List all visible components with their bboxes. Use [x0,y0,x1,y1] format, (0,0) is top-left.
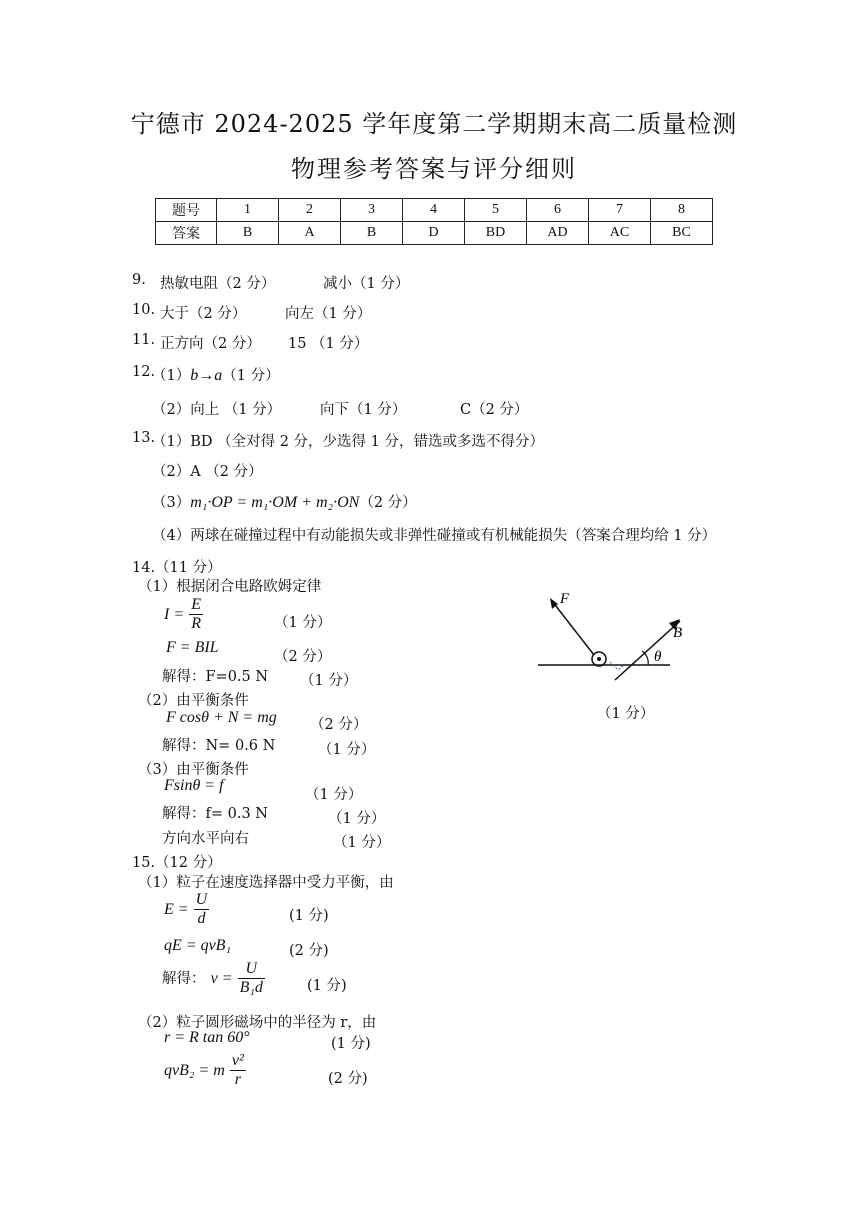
q9-answer-a: 热敏电阻（2 分） [160,276,276,292]
label-theta: θ [654,649,662,665]
q14-eq1-denominator: R [191,615,201,632]
table-cell: 3 [341,199,403,222]
q13-part3 [152,491,417,512]
q15-solution-lhs: v = [210,970,233,987]
table-cell: 1 [217,199,279,222]
q14-solution1-score: （1 分） [300,673,358,689]
q15-eq3: r = R tan 60° [164,1029,250,1046]
answer-table [155,198,713,245]
q12-part1 [152,364,280,385]
q13-part1: （1）BD （全对得 2 分，少选得 1 分，错选或多选不得分） [152,434,545,450]
q14-eq1-lhs: I = [164,606,185,623]
q14-solution3-score: （1 分） [328,811,386,827]
q11-answer-a: 正方向（2 分） [160,336,261,352]
table-cell: 4 [403,199,465,222]
force-diagram [530,585,683,685]
q13-part4: （4）两球在碰撞过程中有动能损失或非弹性碰撞或有机械能损失（答案合理均给 1 分） [152,528,717,544]
field-B-line [615,621,683,680]
q12-part2-c: C（2 分） [460,402,529,418]
q15-solution-fraction [238,960,265,997]
q13-number: 13. [132,430,156,446]
q14-solution3: 解得：f= 0.3 N [162,806,268,822]
table-header-number: 题号 [156,199,217,222]
q13-part3-score: （2 分） [359,495,417,511]
q9-number: 9. [132,272,146,288]
table-row-answers [156,222,713,245]
q12-part2-b: 向下（1 分） [320,402,407,418]
q14-eq1-fraction [189,596,203,633]
current-dot [597,657,601,661]
table-cell: 6 [527,199,589,222]
q12-number: 12. [132,364,156,380]
q15-eq3-score: (1 分) [331,1036,371,1052]
q15-eq2-score: (2 分) [289,943,329,959]
q15-solution-denominator: B₁d [239,979,263,996]
q13-part3-math: m₁·OP = m₁·OM + m₂·ON [190,494,360,511]
q12-part1-score: （1 分） [222,368,280,384]
q14-eq1 [164,596,203,633]
q11-number: 11. [132,332,156,348]
table-cell: AD [527,222,589,245]
table-header-answer: 答案 [156,222,217,245]
q14-eq3-score: （2 分） [310,717,368,733]
q15-eq4 [164,1052,246,1089]
q14-eq1-numerator: E [191,596,201,613]
q14-part1: （1）根据闭合电路欧姆定律 [138,579,322,595]
force-F-arrow [552,601,594,655]
label-B: B [673,625,683,641]
q15-eq1-fraction [194,891,210,928]
table-cell: 7 [589,199,651,222]
q15-solution-numerator: U [238,960,265,979]
q15-eq4-numerator: v² [231,1052,244,1069]
q15-eq4-denominator: r [234,1071,241,1088]
q14-number: 14.（11 分） [132,560,222,576]
page-subtitle: 物理参考答案与评分细则 [291,155,577,183]
q15-solution-score: (1 分) [307,978,347,994]
table-cell: 5 [465,199,527,222]
q12-part1-prefix: （1） [152,368,191,384]
q15-solution [162,960,265,997]
q15-eq4-fraction [230,1052,246,1089]
q15-eq1-score: (1 分) [289,908,329,924]
q10-answer-a: 大于（2 分） [160,306,247,322]
q15-part2: （2）粒子圆形磁场中的半径为 r，由 [138,1015,377,1031]
q14-eq2-score: （2 分） [274,649,332,665]
diagram-score: （1 分） [597,706,655,722]
q14-solution2-score: （1 分） [318,742,376,758]
page-title: 宁德市 2024-2025 学年度第二学期期末高二质量检测 [130,110,738,138]
q15-eq1-numerator: U [195,891,208,908]
q14-eq2: F = BIL [166,639,219,656]
label-F: F [560,591,570,607]
q14-solution2: 解得：N= 0.6 N [162,738,276,754]
q14-direction-score: （1 分） [333,835,391,851]
q14-part2: （2）由平衡条件 [138,693,249,709]
q15-eq1-denominator: d [197,910,206,927]
q15-eq1-lhs: E = [164,901,189,918]
q14-eq3: F cosθ + N = mg [166,709,277,726]
table-cell: 8 [651,199,713,222]
q11-answer-b: 15 （1 分） [288,336,369,352]
q12-part2: （2）向上 （1 分） [152,402,282,418]
q14-eq4-score: （1 分） [305,787,363,803]
q10-number: 10. [132,302,156,318]
q15-eq4-score: (2 分) [328,1071,368,1087]
q14-part3: （3）由平衡条件 [138,762,249,778]
table-cell: B [341,222,403,245]
table-cell: BC [651,222,713,245]
q12-part1-math: b→a [190,367,223,384]
q9-answer-b: 减小（1 分） [323,276,410,292]
q15-eq2: qE = qvB₁ [164,937,232,954]
q14-eq4: Fsinθ = f [164,777,224,794]
table-cell: AC [589,222,651,245]
q15-eq1 [164,891,209,928]
table-cell: D [403,222,465,245]
q14-solution1: 解得：F=0.5 N [162,669,269,685]
q14-direction: 方向水平向右 [162,831,249,847]
table-row-numbers [156,199,713,222]
q15-eq4-lhs: qvB₂ = m [164,1062,225,1079]
q13-part2: （2）A （2 分） [152,464,263,480]
q10-answer-b: 向左（1 分） [285,306,372,322]
q15-solution-prefix: 解得： [162,971,206,987]
q15-part1: （1）粒子在速度选择器中受力平衡，由 [138,875,394,891]
table-cell: 2 [279,199,341,222]
q15-number: 15.（12 分） [132,855,222,871]
q14-eq1-score: （1 分） [274,615,332,631]
table-cell: B [217,222,279,245]
theta-arc [642,651,648,665]
right-angle-mark [610,662,625,670]
table-cell: A [279,222,341,245]
table-cell: BD [465,222,527,245]
q13-part3-prefix: （3） [152,495,191,511]
